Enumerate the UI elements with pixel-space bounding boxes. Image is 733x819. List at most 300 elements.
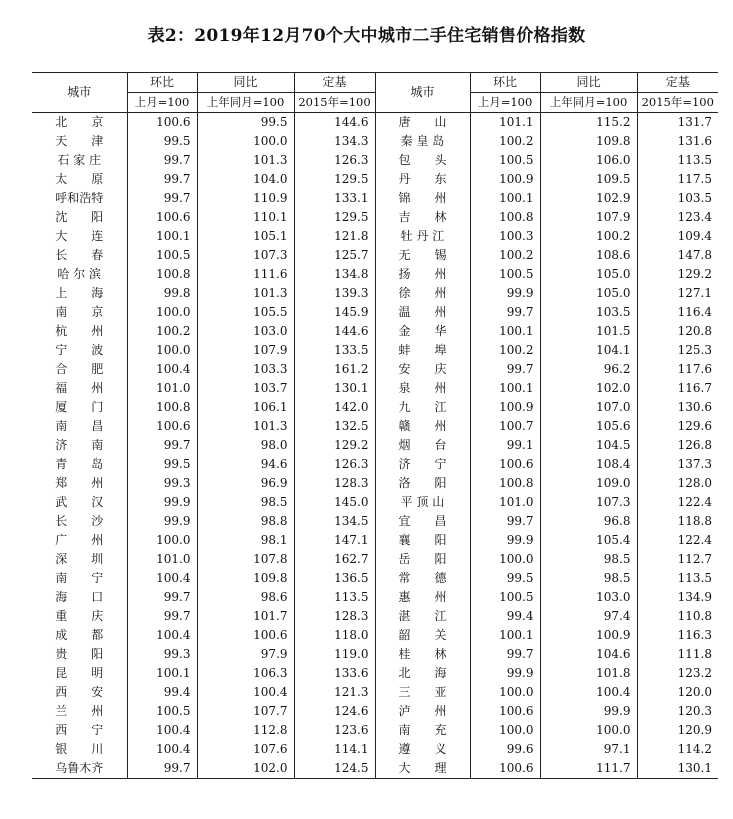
yoy-value-left: 98.0 [197,436,294,455]
yoy-value-left: 100.4 [197,683,294,702]
yoy-value-left: 101.3 [197,284,294,303]
base-value-left: 162.7 [294,550,375,569]
mom-value-left: 100.2 [127,322,197,341]
yoy-value-right: 109.5 [540,170,637,189]
city-name-right: 九 江 [375,398,470,417]
city-name-right: 襄 阳 [375,531,470,550]
table-row [32,721,718,740]
yoy-value-right: 98.5 [540,550,637,569]
yoy-value-right: 104.6 [540,645,637,664]
city-name-right: 惠 州 [375,588,470,607]
yoy-value-right: 108.6 [540,246,637,265]
table-row [32,398,718,417]
table-row [32,246,718,265]
mom-header-right: 环比 [470,73,540,93]
base-value-right: 117.5 [637,170,718,189]
mom-value-left: 100.5 [127,702,197,721]
base-value-right: 120.3 [637,702,718,721]
yoy-value-left: 103.0 [197,322,294,341]
base-value-left: 144.6 [294,322,375,341]
mom-value-left: 99.7 [127,151,197,170]
mom-value-right: 99.9 [470,531,540,550]
yoy-value-left: 104.0 [197,170,294,189]
city-name-left: 青 岛 [55,457,104,471]
base-value-right: 114.2 [637,740,718,759]
mom-value-right: 99.5 [470,569,540,588]
base-value-left: 113.5 [294,588,375,607]
table-row [32,265,718,284]
city-name-right: 无 锡 [375,246,470,265]
base-value-left: 133.1 [294,189,375,208]
base-value-left: 145.9 [294,303,375,322]
mom-value-right: 100.5 [470,265,540,284]
city-name-right: 牡 丹 江 [375,227,470,246]
mom-value-right: 99.9 [470,284,540,303]
table-row [32,227,718,246]
mom-value-right: 100.0 [470,683,540,702]
yoy-value-left: 107.8 [197,550,294,569]
mom-sub-left: 上月=100 [127,93,197,113]
mom-value-right: 100.0 [470,721,540,740]
base-value-right: 129.6 [637,417,718,436]
base-value-right: 131.6 [637,132,718,151]
city-name-left: 南 宁 [55,571,104,585]
yoy-value-left: 94.6 [197,455,294,474]
table-row [32,436,718,455]
city-name-left: 石 家 庄 [57,153,102,167]
base-value-left: 128.3 [294,607,375,626]
mom-value-left: 99.5 [127,455,197,474]
mom-value-left: 99.9 [127,512,197,531]
base-value-left: 134.5 [294,512,375,531]
yoy-value-right: 107.9 [540,208,637,227]
base-value-left: 124.5 [294,759,375,779]
base-value-left: 118.0 [294,626,375,645]
table-row [32,664,718,683]
base-value-left: 134.3 [294,132,375,151]
mom-value-left: 99.7 [127,170,197,189]
yoy-value-left: 103.7 [197,379,294,398]
mom-value-left: 99.3 [127,474,197,493]
base-value-left: 121.8 [294,227,375,246]
base-value-right: 123.2 [637,664,718,683]
yoy-sub-right: 上年同月=100 [540,93,637,113]
base-value-left: 114.1 [294,740,375,759]
city-name-left: 南 京 [55,305,104,319]
mom-value-right: 100.8 [470,474,540,493]
base-value-left: 134.8 [294,265,375,284]
table-row [32,360,718,379]
yoy-value-right: 105.0 [540,284,637,303]
mom-value-left: 100.4 [127,569,197,588]
base-value-right: 122.4 [637,531,718,550]
yoy-value-left: 101.3 [197,151,294,170]
yoy-value-right: 100.0 [540,721,637,740]
yoy-value-left: 110.9 [197,189,294,208]
yoy-value-right: 106.0 [540,151,637,170]
base-value-right: 111.8 [637,645,718,664]
yoy-value-left: 106.3 [197,664,294,683]
city-name-left: 西 安 [55,685,104,699]
mom-value-right: 100.0 [470,550,540,569]
mom-value-right: 100.1 [470,189,540,208]
base-sub-left: 2015年=100 [294,93,375,113]
mom-value-left: 100.0 [127,531,197,550]
table-row [32,607,718,626]
yoy-value-right: 108.4 [540,455,637,474]
yoy-value-left: 109.8 [197,569,294,588]
city-name-right: 北 海 [375,664,470,683]
mom-value-left: 100.4 [127,721,197,740]
base-value-right: 130.1 [637,759,718,779]
city-name-right: 大 理 [375,759,470,779]
mom-value-left: 99.8 [127,284,197,303]
mom-value-left: 100.4 [127,360,197,379]
mom-value-right: 100.1 [470,379,540,398]
table-row [32,569,718,588]
yoy-value-left: 98.1 [197,531,294,550]
mom-value-right: 100.1 [470,626,540,645]
table-row [32,284,718,303]
mom-value-right: 100.5 [470,151,540,170]
table-row [32,759,718,779]
city-name-left: 北 京 [55,115,104,129]
mom-value-right: 100.2 [470,341,540,360]
city-name-right: 包 头 [375,151,470,170]
city-name-right: 丹 东 [375,170,470,189]
city-name-right: 湛 江 [375,607,470,626]
yoy-value-right: 102.9 [540,189,637,208]
mom-value-left: 100.4 [127,626,197,645]
base-value-right: 116.3 [637,626,718,645]
yoy-value-left: 100.0 [197,132,294,151]
yoy-value-right: 107.3 [540,493,637,512]
city-name-left: 昆 明 [55,666,104,680]
base-value-right: 126.8 [637,436,718,455]
base-value-right: 113.5 [637,569,718,588]
yoy-value-right: 100.9 [540,626,637,645]
city-name-left: 乌鲁木齐 [32,759,127,779]
yoy-value-right: 107.0 [540,398,637,417]
table-row [32,531,718,550]
mom-value-left: 100.8 [127,398,197,417]
city-name-right: 金 华 [375,322,470,341]
mom-value-right: 101.1 [470,113,540,133]
base-value-right: 118.8 [637,512,718,531]
mom-value-right: 100.5 [470,588,540,607]
base-value-right: 125.3 [637,341,718,360]
city-name-right: 徐 州 [375,284,470,303]
city-name-right: 南 充 [375,721,470,740]
base-value-right: 123.4 [637,208,718,227]
base-value-right: 134.9 [637,588,718,607]
city-name-right: 秦 皇 岛 [375,132,470,151]
mom-value-right: 99.6 [470,740,540,759]
yoy-value-right: 104.1 [540,341,637,360]
table-row [32,151,718,170]
mom-value-right: 99.7 [470,360,540,379]
city-name-left: 广 州 [55,533,104,547]
yoy-value-left: 110.1 [197,208,294,227]
yoy-value-right: 109.0 [540,474,637,493]
mom-value-right: 100.8 [470,208,540,227]
mom-value-right: 100.9 [470,170,540,189]
mom-value-right: 99.1 [470,436,540,455]
mom-value-left: 100.6 [127,113,197,133]
table-row [32,417,718,436]
city-name-left: 贵 阳 [55,647,104,661]
mom-value-left: 100.8 [127,265,197,284]
base-value-right: 112.7 [637,550,718,569]
table-row [32,702,718,721]
yoy-value-left: 105.1 [197,227,294,246]
base-header-right: 定基 [637,73,718,93]
yoy-value-right: 96.8 [540,512,637,531]
city-name-left: 杭 州 [55,324,104,338]
mom-sub-right: 上月=100 [470,93,540,113]
mom-value-left: 100.0 [127,303,197,322]
city-name-left: 厦 门 [55,400,104,414]
mom-value-right: 100.3 [470,227,540,246]
base-value-right: 116.7 [637,379,718,398]
city-header-right: 城市 [375,73,470,113]
base-value-left: 144.6 [294,113,375,133]
base-value-right: 129.2 [637,265,718,284]
yoy-value-left: 101.3 [197,417,294,436]
city-name-right: 锦 州 [375,189,470,208]
price-index-table [32,72,718,779]
base-value-right: 122.4 [637,493,718,512]
city-name-right: 常 德 [375,569,470,588]
table-row [32,474,718,493]
base-value-right: 110.8 [637,607,718,626]
table-title: 表2：2019年12月70个大中城市二手住宅销售价格指数 [147,26,586,46]
mom-value-left: 100.6 [127,208,197,227]
base-value-right: 120.8 [637,322,718,341]
city-name-right: 安 庆 [375,360,470,379]
base-value-right: 120.0 [637,683,718,702]
city-name-left: 福 州 [55,381,104,395]
city-name-left: 重 庆 [55,609,104,623]
city-name-right: 赣 州 [375,417,470,436]
yoy-value-right: 96.2 [540,360,637,379]
yoy-value-left: 103.3 [197,360,294,379]
mom-value-right: 100.1 [470,322,540,341]
yoy-value-left: 107.7 [197,702,294,721]
mom-value-right: 100.6 [470,759,540,779]
table-row [32,588,718,607]
yoy-value-right: 101.5 [540,322,637,341]
table-row [32,740,718,759]
base-value-left: 133.5 [294,341,375,360]
base-value-right: 130.6 [637,398,718,417]
yoy-value-right: 98.5 [540,569,637,588]
city-name-left: 合 肥 [55,362,104,376]
city-name-left: 上 海 [55,286,104,300]
base-value-left: 130.1 [294,379,375,398]
city-name-right: 济 宁 [375,455,470,474]
city-name-left: 武 汉 [55,495,104,509]
table-row [32,683,718,702]
base-value-left: 129.2 [294,436,375,455]
table-row [32,189,718,208]
city-name-left: 长 沙 [55,514,104,528]
table-row [32,512,718,531]
city-name-right: 平 顶 山 [375,493,470,512]
mom-value-left: 99.9 [127,493,197,512]
base-value-right: 127.1 [637,284,718,303]
city-name-right: 温 州 [375,303,470,322]
yoy-value-right: 102.0 [540,379,637,398]
city-name-right: 洛 阳 [375,474,470,493]
yoy-header-left: 同比 [197,73,294,93]
yoy-value-left: 111.6 [197,265,294,284]
table-row [32,208,718,227]
base-value-right: 147.8 [637,246,718,265]
base-value-left: 121.3 [294,683,375,702]
city-name-right: 岳 阳 [375,550,470,569]
base-value-left: 119.0 [294,645,375,664]
mom-value-left: 99.7 [127,189,197,208]
mom-value-right: 100.6 [470,455,540,474]
mom-value-right: 99.7 [470,512,540,531]
base-value-left: 136.5 [294,569,375,588]
yoy-value-left: 96.9 [197,474,294,493]
city-name-right: 烟 台 [375,436,470,455]
base-value-left: 133.6 [294,664,375,683]
mom-value-left: 100.1 [127,227,197,246]
yoy-value-right: 109.8 [540,132,637,151]
base-value-left: 145.0 [294,493,375,512]
base-value-left: 147.1 [294,531,375,550]
table-row [32,645,718,664]
base-value-right: 120.9 [637,721,718,740]
mom-value-right: 99.7 [470,645,540,664]
base-header-left: 定基 [294,73,375,93]
yoy-value-right: 97.1 [540,740,637,759]
city-name-left: 宁 波 [55,343,104,357]
city-name-left: 济 南 [55,438,104,452]
city-name-right: 泉 州 [375,379,470,398]
yoy-value-right: 103.0 [540,588,637,607]
table-row [32,550,718,569]
base-value-left: 129.5 [294,208,375,227]
yoy-value-right: 115.2 [540,113,637,133]
mom-value-left: 99.7 [127,607,197,626]
city-name-left: 呼和浩特 [55,191,104,205]
table-row [32,341,718,360]
yoy-value-right: 100.4 [540,683,637,702]
base-value-left: 125.7 [294,246,375,265]
table-row [32,626,718,645]
city-name-right: 宜 昌 [375,512,470,531]
city-name-right: 桂 林 [375,645,470,664]
yoy-value-right: 101.8 [540,664,637,683]
city-name-right: 蚌 埠 [375,341,470,360]
base-value-right: 117.6 [637,360,718,379]
city-name-left: 大 连 [55,229,104,243]
mom-value-left: 99.7 [127,436,197,455]
city-name-left: 银 川 [55,742,104,756]
yoy-value-left: 98.5 [197,493,294,512]
base-value-right: 113.5 [637,151,718,170]
mom-value-right: 100.2 [470,132,540,151]
yoy-value-left: 98.6 [197,588,294,607]
yoy-value-left: 105.5 [197,303,294,322]
table-row [32,170,718,189]
yoy-value-right: 105.0 [540,265,637,284]
city-name-left: 天 津 [55,134,104,148]
yoy-header-right: 同比 [540,73,637,93]
city-name-right: 吉 林 [375,208,470,227]
yoy-value-left: 112.8 [197,721,294,740]
mom-value-left: 99.3 [127,645,197,664]
base-value-left: 126.3 [294,455,375,474]
base-value-left: 139.3 [294,284,375,303]
city-name-right: 唐 山 [375,113,470,133]
yoy-value-left: 107.9 [197,341,294,360]
base-value-left: 142.0 [294,398,375,417]
mom-value-left: 101.0 [127,550,197,569]
yoy-value-left: 106.1 [197,398,294,417]
yoy-value-left: 101.7 [197,607,294,626]
table-row [32,493,718,512]
base-value-right: 109.4 [637,227,718,246]
city-name-left: 海 口 [55,590,104,604]
mom-value-right: 99.9 [470,664,540,683]
yoy-value-left: 102.0 [197,759,294,779]
city-name-left: 郑 州 [55,476,104,490]
city-name-right: 韶 关 [375,626,470,645]
base-value-left: 129.5 [294,170,375,189]
city-name-right: 三 亚 [375,683,470,702]
yoy-value-left: 97.9 [197,645,294,664]
table-row [32,303,718,322]
mom-header-left: 环比 [127,73,197,93]
yoy-value-right: 99.9 [540,702,637,721]
base-value-left: 128.3 [294,474,375,493]
mom-value-left: 100.4 [127,740,197,759]
yoy-value-left: 98.8 [197,512,294,531]
city-name-left: 沈 阳 [55,210,104,224]
city-name-left: 南 昌 [55,419,104,433]
city-name-right: 遵 义 [375,740,470,759]
yoy-value-left: 100.6 [197,626,294,645]
mom-value-left: 99.5 [127,132,197,151]
yoy-sub-left: 上年同月=100 [197,93,294,113]
mom-value-right: 99.7 [470,303,540,322]
base-value-right: 116.4 [637,303,718,322]
yoy-value-left: 107.6 [197,740,294,759]
city-name-left: 成 都 [55,628,104,642]
mom-value-left: 101.0 [127,379,197,398]
city-header-left: 城市 [32,73,127,113]
base-value-left: 126.3 [294,151,375,170]
base-sub-right: 2015年=100 [637,93,718,113]
base-value-left: 124.6 [294,702,375,721]
city-name-left: 兰 州 [55,704,104,718]
yoy-value-right: 105.4 [540,531,637,550]
yoy-value-right: 103.5 [540,303,637,322]
city-name-left: 太 原 [55,172,104,186]
yoy-value-right: 97.4 [540,607,637,626]
mom-value-left: 100.6 [127,417,197,436]
mom-value-right: 100.6 [470,702,540,721]
yoy-value-right: 111.7 [540,759,637,779]
yoy-value-right: 105.6 [540,417,637,436]
city-name-right: 扬 州 [375,265,470,284]
yoy-value-left: 99.5 [197,113,294,133]
